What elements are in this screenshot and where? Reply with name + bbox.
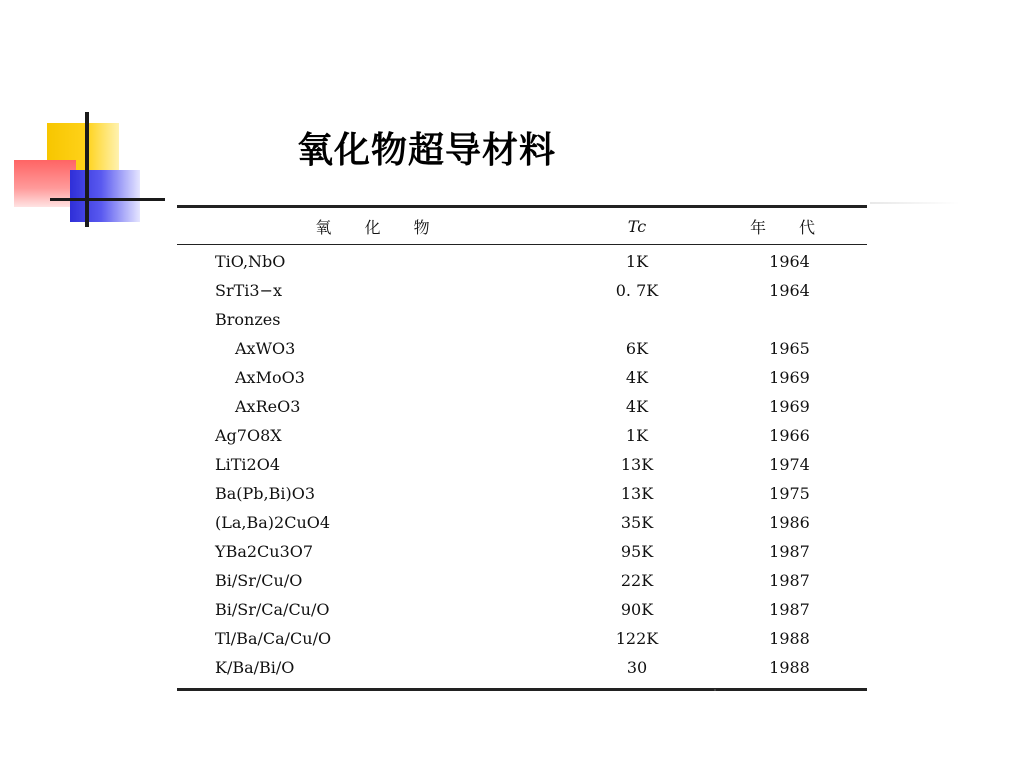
table-row: [177, 653, 867, 682]
cell-compound: Bi/Sr/Cu/O: [215, 571, 303, 590]
table-bottom-rule: [177, 688, 867, 691]
table-row: [177, 566, 867, 595]
cell-compound: TiO,NbO: [215, 252, 286, 271]
table-row: [177, 479, 867, 508]
cell-compound: Bronzes: [215, 310, 281, 329]
cell-compound: Tl/Ba/Ca/Cu/O: [215, 629, 332, 648]
cell-tc: 35K: [620, 513, 654, 532]
cell-year: 1987: [769, 600, 810, 619]
cell-tc: 4K: [625, 397, 649, 416]
cell-tc: 122K: [615, 629, 659, 648]
table-row: [177, 508, 867, 537]
decor-faint-rule: [870, 202, 960, 204]
table-row: [177, 595, 867, 624]
cell-tc: 0. 7K: [615, 281, 659, 300]
table-row: [177, 247, 867, 276]
cell-tc: 22K: [620, 571, 654, 590]
cell-compound: Ba(Pb,Bi)O3: [215, 484, 316, 503]
cell-tc: 90K: [620, 600, 654, 619]
cell-compound: (La,Ba)2CuO4: [215, 513, 331, 532]
cell-compound: Ag7O8X: [215, 426, 282, 445]
cell-tc: 13K: [620, 455, 654, 474]
slide-title: 氧化物超导材料: [297, 130, 557, 171]
cell-year: 1974: [769, 455, 810, 474]
table-row: [177, 392, 867, 421]
superconductor-table: [177, 205, 867, 691]
cell-compound: K/Ba/Bi/O: [215, 658, 295, 677]
cell-tc: 1K: [625, 426, 649, 445]
cell-compound: AxReO3: [235, 397, 301, 416]
cell-compound: AxWO3: [235, 339, 296, 358]
cell-year: 1987: [769, 571, 810, 590]
cell-tc: 95K: [620, 542, 654, 561]
decor-vertical-line: [85, 112, 89, 227]
cell-tc: 1K: [625, 252, 649, 271]
table-row: [177, 537, 867, 566]
cell-tc: 4K: [625, 368, 649, 387]
header-tc: Tc: [627, 216, 647, 236]
cell-year: 1964: [769, 281, 810, 300]
table-header-row: [177, 208, 867, 244]
cell-year: 1986: [769, 513, 810, 532]
cell-compound: YBa2Cu3O7: [215, 542, 314, 561]
table-body: [177, 245, 867, 682]
table-row: [177, 305, 867, 334]
cell-year: 1966: [769, 426, 810, 445]
cell-tc: 30: [626, 658, 648, 677]
table-row: [177, 363, 867, 392]
decor-horizontal-line: [50, 198, 165, 201]
cell-year: 1987: [769, 542, 810, 561]
table-row: [177, 421, 867, 450]
table-row: [177, 450, 867, 479]
decor-blue-square: [70, 170, 140, 222]
cell-compound: Bi/Sr/Ca/Cu/O: [215, 600, 330, 619]
cell-year: 1969: [769, 397, 810, 416]
cell-compound: LiTi2O4: [215, 455, 281, 474]
cell-year: 1964: [769, 252, 810, 271]
cell-compound: AxMoO3: [235, 368, 305, 387]
stray-dot: [714, 689, 716, 691]
cell-tc: 13K: [620, 484, 654, 503]
cell-year: 1965: [769, 339, 810, 358]
cell-tc: 6K: [625, 339, 649, 358]
table-row: [177, 624, 867, 653]
cell-year: 1988: [769, 658, 810, 677]
header-year: 年 代: [749, 217, 830, 237]
cell-year: 1988: [769, 629, 810, 648]
cell-compound: SrTi3−x: [215, 281, 283, 300]
table-row: [177, 334, 867, 363]
table-row: [177, 276, 867, 305]
cell-year: 1975: [769, 484, 810, 503]
header-compound: 氧 化 物: [315, 217, 444, 237]
cell-year: 1969: [769, 368, 810, 387]
